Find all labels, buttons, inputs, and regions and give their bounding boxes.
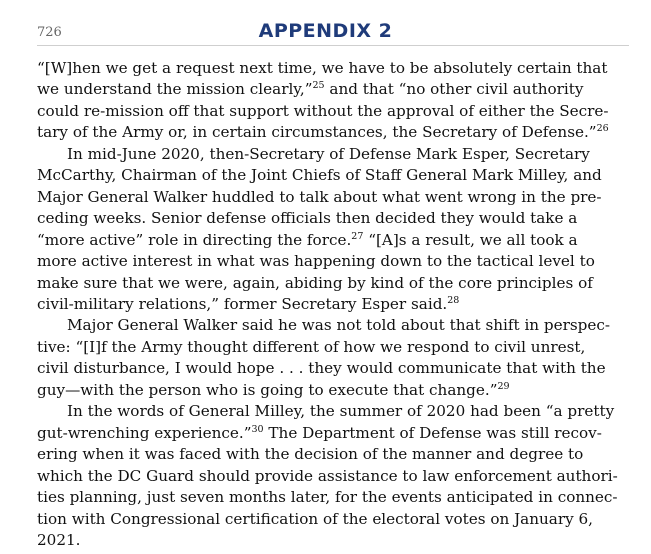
line-text: In mid-June 2020, then-Secretary of Defense Mark Esper, Secretary (67, 144, 590, 163)
line-text: guy—with the person who is going to execute that change.” (37, 380, 498, 399)
line-text: which the DC Guard should provide assistance to law enforcement authori- (37, 466, 618, 485)
footnote-reference: 25 (312, 80, 325, 92)
text-line (37, 165, 629, 186)
footnote-reference: 29 (497, 380, 510, 392)
line-text: “[W]hen we get a request next time, we have to be absolutely certain that (37, 59, 608, 77)
text-line (37, 273, 629, 294)
text-line (37, 487, 629, 508)
line-text: tion with Congressional certification of the electoral votes on January 6, (37, 509, 594, 528)
text-line (37, 101, 629, 122)
line-text: In the words of General Milley, the summer of 2020 had been “a pretty (67, 402, 615, 421)
page-title: APPENDIX 2 (258, 20, 393, 42)
line-text: gut-wrenching experience.” (37, 423, 252, 442)
line-text: Major General Walker said he was not told about that shift in perspec- (67, 316, 611, 335)
text-line (37, 251, 629, 272)
text-line (37, 58, 629, 79)
line-text: ering when it was faced with the decision of the manner and degree to (37, 445, 584, 464)
footnote-reference: 27 (351, 230, 364, 242)
footnote-reference: 28 (447, 294, 460, 306)
line-text: we understand the mission clearly,” (37, 80, 313, 99)
footnote-reference: 30 (251, 423, 264, 435)
line-text: more active interest in what was happening down to the tactical level to (37, 252, 595, 271)
line-text: Major General Walker huddled to talk about what went wrong in the pre- (37, 187, 602, 206)
line-text: ties planning, just seven months later, for the events anticipated in connec- (37, 488, 618, 507)
line-text-continued: The Department of Defense was still recov- (263, 423, 602, 442)
text-line (37, 466, 629, 487)
line-text: civil disturbance, I would hope . . . they would communicate that with the (37, 359, 606, 378)
text-line (37, 187, 629, 208)
text-line (37, 444, 629, 465)
line-text: “more active” role in directing the force. (37, 230, 352, 249)
text-line (37, 208, 629, 229)
page-number: 726 (37, 25, 62, 40)
line-text: McCarthy, Chairman of the Joint Chiefs of Staff General Mark Milley, and (37, 166, 602, 185)
text-line (37, 122, 629, 143)
footnote-reference: 26 (596, 123, 609, 135)
paragraph-first-line (37, 401, 629, 422)
text-line (37, 358, 629, 379)
line-text: ceding weeks. Senior defense officials then decided they would take a (37, 209, 578, 228)
line-text: make sure that we were, again, abiding by kind of the core principles of (37, 273, 593, 292)
line-text-continued: and that “no other civil authority (324, 80, 584, 99)
body-text (37, 58, 629, 551)
paragraph-first-line (37, 315, 629, 336)
text-line (37, 509, 629, 530)
paragraph-first-line (37, 144, 629, 165)
line-text: 2021. (37, 530, 81, 549)
text-line (37, 79, 629, 100)
text-line (37, 423, 629, 444)
line-text: could re-mission off that support without the approval of either the Secre- (37, 101, 609, 120)
line-text-continued: “[A]s a result, we all took a (363, 230, 578, 249)
text-line (37, 530, 629, 551)
text-line (37, 380, 629, 401)
line-text: tary of the Army or, in certain circumstances, the Secretary of Defense.” (37, 123, 597, 142)
header-divider (37, 45, 629, 46)
line-text: civil-military relations,” former Secretary Esper said. (37, 294, 448, 313)
text-line (37, 294, 629, 315)
text-line (37, 337, 629, 358)
text-line (37, 230, 629, 251)
line-text: tive: “[I]f the Army thought different of how we respond to civil unrest, (37, 337, 586, 356)
